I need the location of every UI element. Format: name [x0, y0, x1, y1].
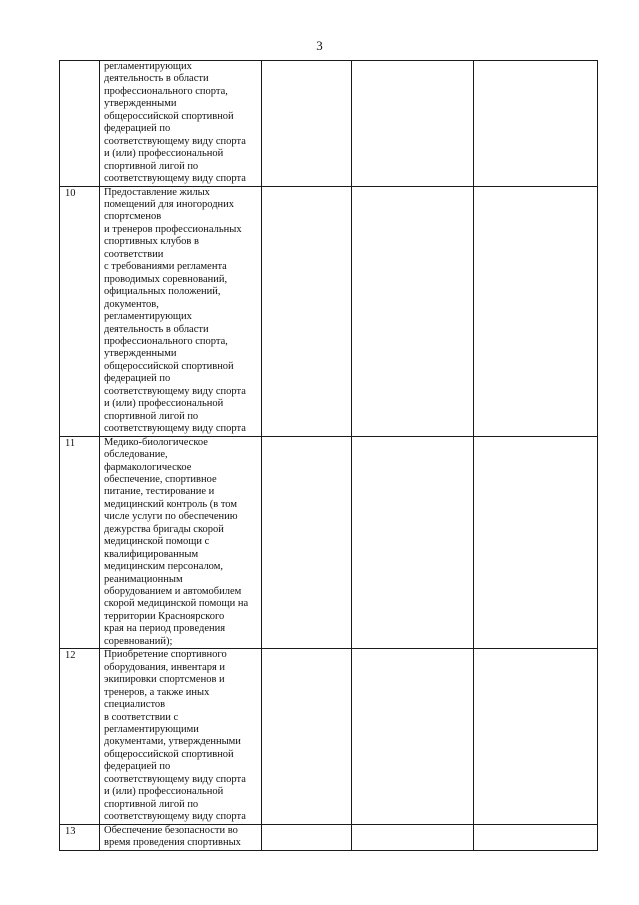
row-description-cell: Предоставление жилых помещений для иногородних спортсменов и тренеров профессиональных спортивных клубов в соответствии с требованиями регламента проводимых соревнований, официальных положений, документов, регламентирующих деятельность в области профессионального спорта, утвержденными общероссийской спортивной федерацией по соответствующему виду спорта и (или) профессиональной спортивной лигой по соответствующему виду спорта: [100, 186, 262, 436]
empty-cell: [474, 61, 598, 187]
empty-cell: [474, 824, 598, 850]
row-description-cell: регламентирующих деятельность в области профессионального спорта, утвержденными общероссийской спортивной федерацией по соответствующему виду спорта и (или) профессиональной спортивной лигой по соответствующему виду спорта: [100, 61, 262, 187]
row-description-cell: Обеспечение безопасности во время проведения спортивных: [100, 824, 262, 850]
services-table: [59, 60, 598, 851]
empty-cell: [262, 186, 352, 436]
row-number-cell: 13: [60, 824, 100, 850]
table-row: [60, 436, 598, 649]
table-row: [60, 61, 598, 187]
empty-cell: [474, 436, 598, 649]
row-description-cell: Приобретение спортивного оборудования, инвентаря и экипировки спортсменов и тренеров, а также иных специалистов в соответствии с регламентирующими документами, утвержденными общероссийской спортивной федерацией по соответствующему виду спорта и (или) профессиональной спортивной лигой по соответствующему виду спорта: [100, 649, 262, 824]
empty-cell: [262, 824, 352, 850]
empty-cell: [262, 649, 352, 824]
table-row: [60, 186, 598, 436]
page-number: 3: [316, 38, 323, 53]
empty-cell: [352, 436, 474, 649]
row-number-cell: 10: [60, 186, 100, 436]
empty-cell: [352, 824, 474, 850]
empty-cell: [352, 186, 474, 436]
empty-cell: [352, 649, 474, 824]
row-number-cell: [60, 61, 100, 187]
empty-cell: [352, 61, 474, 187]
table-row: [60, 824, 598, 850]
empty-cell: [262, 436, 352, 649]
table-row: [60, 649, 598, 824]
row-number-cell: 12: [60, 649, 100, 824]
empty-cell: [262, 61, 352, 187]
row-description-cell: Медико-биологическое обследование, фармакологическое обеспечение, спортивное питание, тестирование и медицинский контроль (в том числе услуги по обеспечению дежурства бригады скорой медицинской помощи с квалифицированным медицинским персоналом, реанимационным оборудованием и автомобилем скорой медицинской помощи на территории Красноярского края на период проведения соревнований);: [100, 436, 262, 649]
empty-cell: [474, 186, 598, 436]
row-number-cell: 11: [60, 436, 100, 649]
empty-cell: [474, 649, 598, 824]
